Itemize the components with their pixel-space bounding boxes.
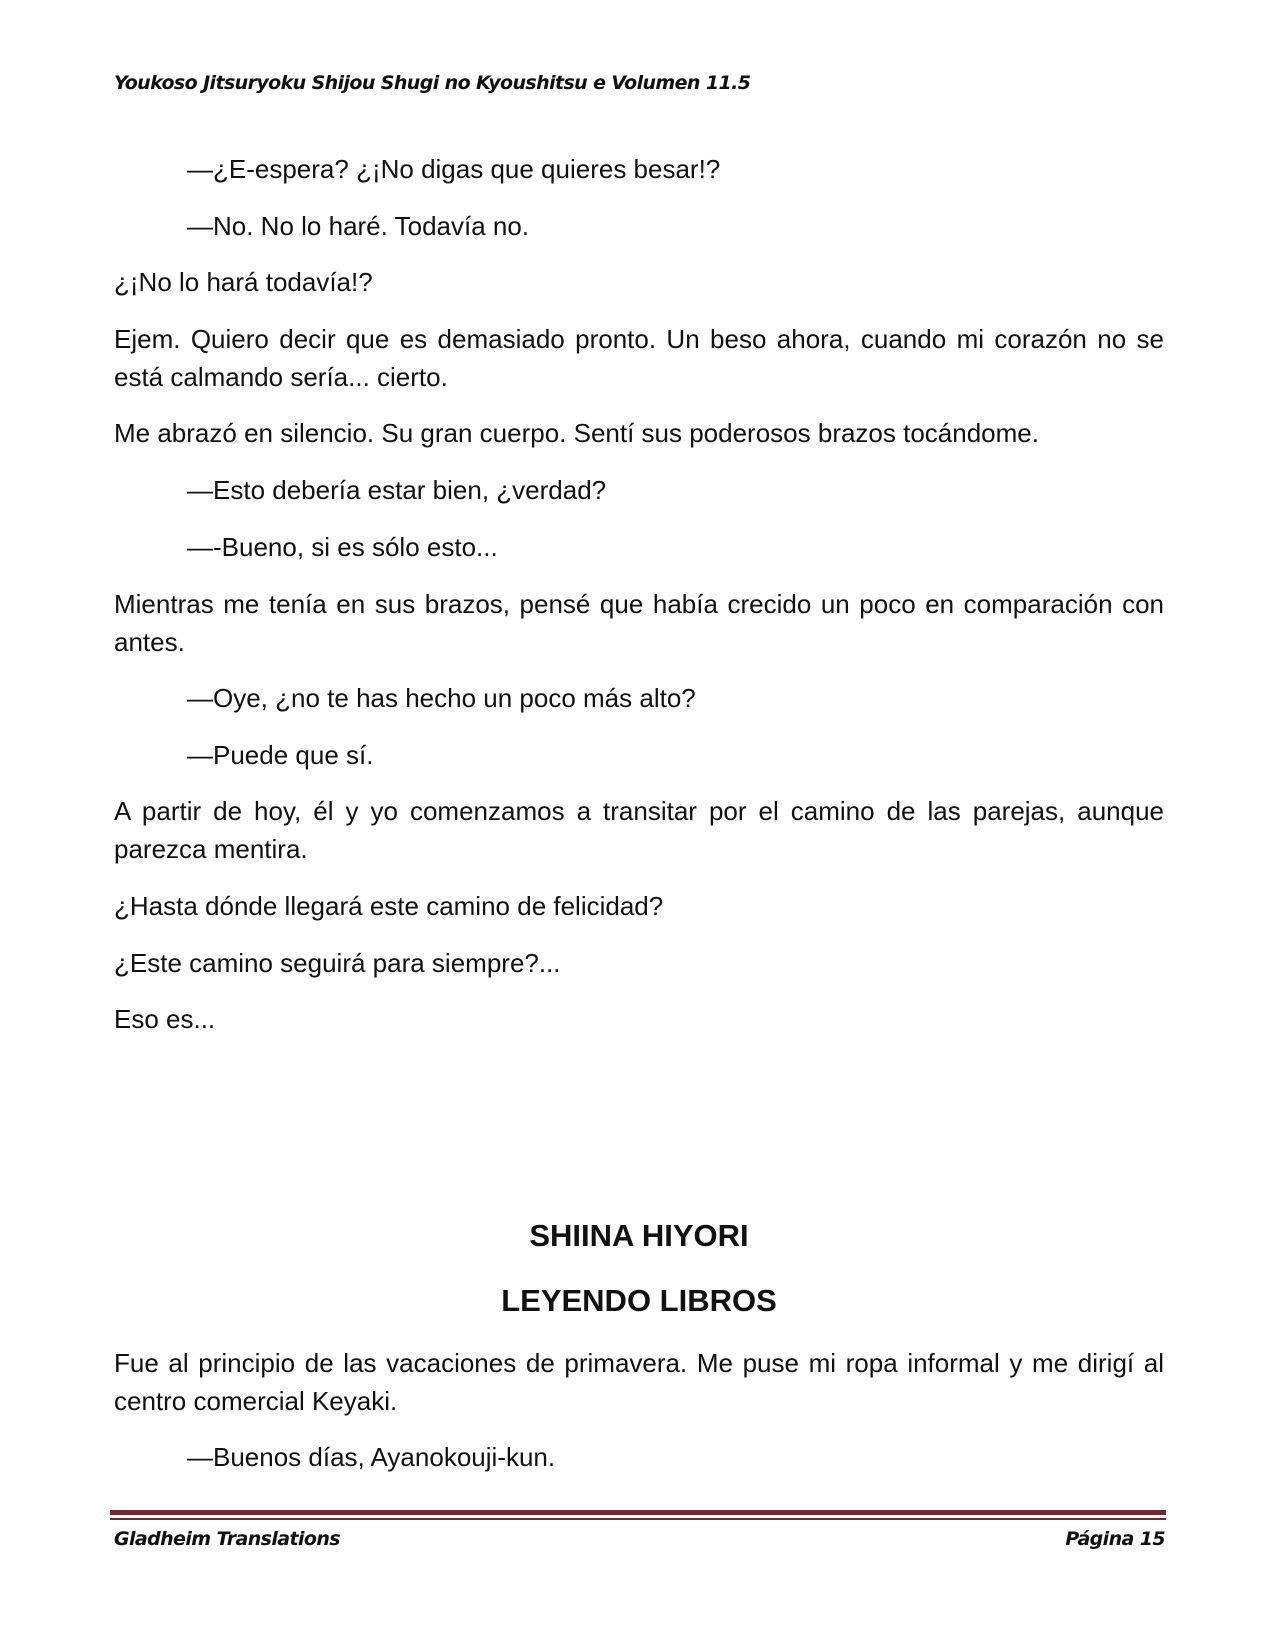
paragraph: A partir de hoy, él y yo comenzamos a transitar por el camino de las parejas, aunque parezca mentira. — [114, 796, 1164, 864]
paragraph: Mientras me tenía en sus brazos, pensé que había crecido un poco en comparación con antes. — [114, 589, 1164, 657]
footer-page-number: Página 15 — [1065, 1528, 1165, 1550]
paragraph: ¿Hasta dónde llegará este camino de felicidad? — [114, 891, 664, 921]
paragraph: —Buenos días, Ayanokouji-kun. — [187, 1442, 556, 1472]
chapter-subtitle: LEYENDO LIBROS — [501, 1283, 777, 1318]
paragraph: —Puede que sí. — [187, 740, 374, 770]
paragraph: —¿E-espera? ¿¡No digas que quieres besar!? — [187, 154, 721, 184]
paragraph: —-Bueno, si es sólo esto... — [187, 532, 498, 562]
paragraph: —No. No lo haré. Todavía no. — [187, 211, 530, 241]
paragraph: Me abrazó en silencio. Su gran cuerpo. Sentí sus poderosos brazos tocándome. — [114, 418, 1039, 448]
paragraph: —Oye, ¿no te has hecho un poco más alto? — [187, 683, 696, 713]
paragraph: Ejem. Quiero decir que es demasiado pronto. Un beso ahora, cuando mi corazón no se está calmando sería... cierto. — [114, 324, 1164, 392]
chapter-body-text — [114, 1344, 1164, 1476]
chapter-title: SHIINA HIYORI — [529, 1218, 749, 1253]
body-text — [114, 150, 1164, 1038]
footer-rule-thin — [110, 1518, 1166, 1520]
paragraph: Eso es... — [114, 1004, 216, 1034]
paragraph: Fue al principio de las vacaciones de primavera. Me puse mi ropa informal y me dirigí al centro comercial Keyaki. — [114, 1348, 1164, 1416]
paragraph: —Esto debería estar bien, ¿verdad? — [187, 475, 607, 505]
footer-publisher: Gladheim Translations — [114, 1528, 340, 1550]
footer-rule — [110, 1510, 1166, 1515]
paragraph: ¿Este camino seguirá para siempre?... — [114, 948, 561, 978]
page-header: Youkoso Jitsuryoku Shijou Shugi no Kyoushitsu e Volumen 11.5 — [114, 72, 751, 94]
paragraph: ¿¡No lo hará todavía!? — [114, 267, 373, 297]
